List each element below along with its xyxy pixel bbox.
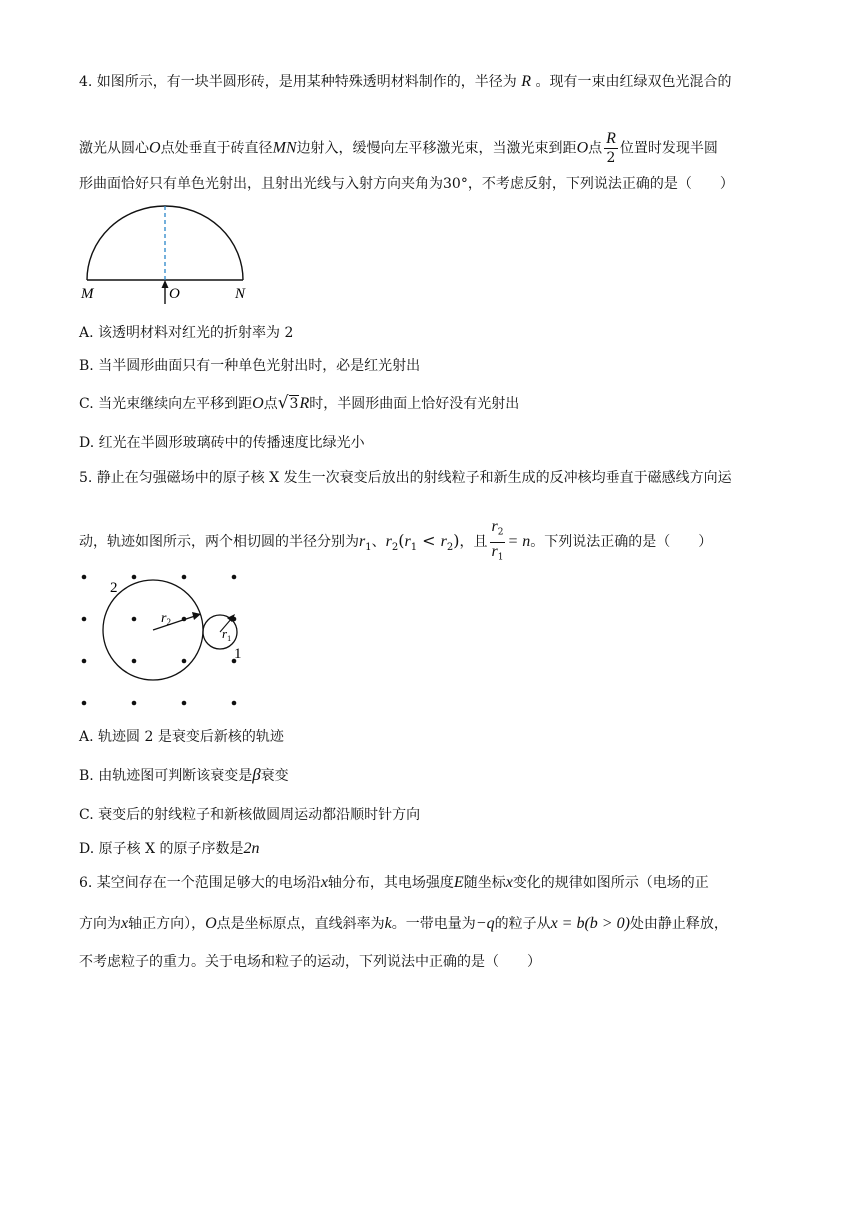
label-r2: $r_2$ <box>161 611 171 627</box>
point-O: O <box>205 915 217 932</box>
q5-text: 衰变 <box>260 768 289 784</box>
point-O: O <box>576 139 589 157</box>
q6-text: 轴正方向）， <box>128 916 206 932</box>
q5-line-1: 5. 静止在匀强磁场中的原子核 X 发生一次衰变后放出的射线粒子和新生成的反冲核均垂直于磁感线方向运 <box>79 470 732 486</box>
x-symbol: x <box>121 915 129 932</box>
q6-line-2 <box>79 914 728 934</box>
magnetic-field-figure <box>72 568 252 712</box>
label-O: O <box>169 286 180 302</box>
q4-option-a: A. 该透明材料对红光的折射率为 2 <box>79 325 294 341</box>
point-O: O <box>149 139 161 157</box>
r1-subscript: 1 <box>365 541 372 553</box>
r2-subscript: 2 <box>497 527 504 538</box>
k-symbol: k <box>384 915 392 932</box>
label-N: N <box>235 286 246 302</box>
label-r1: $r_1$ <box>222 626 232 643</box>
q6-line-3: 不考虑粒子的重力。关于电场和粒子的运动，下列说法中正确的是（ ） <box>79 954 541 970</box>
label-M: M <box>81 286 94 302</box>
q4-line-3 <box>79 174 734 194</box>
atomic-number-2n: 2n <box>243 840 260 857</box>
field-dots <box>82 575 237 706</box>
sqrt-radicand: 3 <box>289 396 299 412</box>
fraction-numerator: R <box>606 130 616 147</box>
q4-text: 点 <box>263 396 278 412</box>
q5-text: 。下列说法正确的是（ ） <box>530 534 713 551</box>
diameter-MN: MN <box>272 139 297 157</box>
q4-line-2 <box>79 130 718 167</box>
r2-subscript: 2 <box>391 541 399 553</box>
q4-text: C. 当光束继续向左平移到距 <box>79 396 253 412</box>
arrow-head-icon <box>162 280 169 288</box>
q5-option-c: C. 衰变后的射线粒子和新核做圆周运动都沿顺时针方向 <box>79 807 421 823</box>
x-symbol: x <box>320 874 328 891</box>
ratio-equals-n: = n <box>507 533 531 551</box>
q5-line-2 <box>79 518 712 566</box>
q4-text: 点处垂直于砖直径 <box>160 140 273 157</box>
q4-text: ，不考虑反射，下列说法正确的是（ ） <box>467 176 734 192</box>
q4-line-1 <box>79 72 732 92</box>
q6-text: 变化的规律如图所示（电场的正 <box>512 875 709 891</box>
label-circle-1: 1 <box>234 646 242 662</box>
q6-text: 处由静止释放， <box>629 916 728 932</box>
q5-text: B. 由轨迹图可判断该衰变是 <box>79 768 253 784</box>
q4-text: 时，半圆形曲面上恰好没有光射出 <box>309 396 520 412</box>
q6-text: 6. 某空间存在一个范围足够大的电场沿 <box>79 875 321 891</box>
fraction-numerator <box>490 518 506 543</box>
E-symbol: E <box>453 874 464 891</box>
q6-text: 随坐标 <box>463 875 506 891</box>
q4-text: 边射入，缓慢向左平移激光束，当激光束到距 <box>296 140 577 157</box>
condition-parens: $(r_1 < r_2)$ <box>398 531 460 554</box>
q4-text: 点 <box>588 140 603 157</box>
release-position: x = b(b > 0) <box>550 915 630 932</box>
fraction-r2-over-r1 <box>490 518 506 566</box>
q6-text: 。一带电量为 <box>391 916 476 932</box>
q4-text: 4. 如图所示，有一块半圆形砖，是用某种特殊透明材料制作的，半径为 <box>79 74 517 90</box>
r1-symbol: r <box>359 533 366 551</box>
label-circle-2: 2 <box>110 580 118 596</box>
fraction-R-over-2 <box>604 130 618 167</box>
semicircle-figure <box>75 200 255 306</box>
radius-symbol: R <box>299 395 310 412</box>
q6-text: 轴分布，其电场强度 <box>327 875 454 891</box>
q5-text: 、 <box>371 534 386 551</box>
fraction-denominator: 2 <box>606 150 616 166</box>
q6-text: 方向为 <box>79 916 121 932</box>
q5-option-a: A. 轨迹圆 2 是衰变后新核的轨迹 <box>79 729 284 745</box>
radius-r2-line <box>153 616 195 630</box>
q6-text: 点是坐标原点，直线斜率为 <box>216 916 385 932</box>
q4-text: 位置时发现半圆 <box>619 140 718 157</box>
q4-option-b: B. 当半圆形曲面只有一种单色光射出时，必是红光射出 <box>79 358 421 374</box>
q4-text: 形曲面恰好只有单色光射出，且射出光线与入射方向夹角为 <box>79 176 443 192</box>
beta-symbol: β <box>252 765 261 784</box>
point-O: O <box>252 395 264 412</box>
r1-symbol: r <box>491 542 498 560</box>
sqrt-sign-icon: √ <box>277 393 289 413</box>
q4-text: 激光从圆心 <box>79 140 149 157</box>
q6-text: 的粒子从 <box>494 916 551 932</box>
q4-option-d: D. 红光在半圆形玻璃砖中的传播速度比绿光小 <box>79 435 365 451</box>
q5-option-d <box>79 839 260 859</box>
charge-symbol: −q <box>475 915 495 932</box>
x-symbol: x <box>505 874 513 891</box>
r2-symbol: r <box>385 533 392 551</box>
q5-text: ，且 <box>459 534 488 551</box>
radius-symbol: R <box>521 73 532 90</box>
q5-option-b <box>79 765 289 786</box>
q6-line-1 <box>79 873 709 893</box>
angle-value: 30° <box>443 176 468 192</box>
r2-symbol: r <box>491 518 498 535</box>
q4-option-c <box>79 393 519 414</box>
q4-text: 。现有一束由红绿双色光混合的 <box>535 74 732 90</box>
q5-text: 动，轨迹如图所示，两个相切圆的半径分别为 <box>79 534 359 551</box>
q5-text: D. 原子核 X 的原子序数是 <box>79 841 244 857</box>
r1-subscript: 1 <box>497 552 504 563</box>
fraction-denominator <box>490 543 506 567</box>
